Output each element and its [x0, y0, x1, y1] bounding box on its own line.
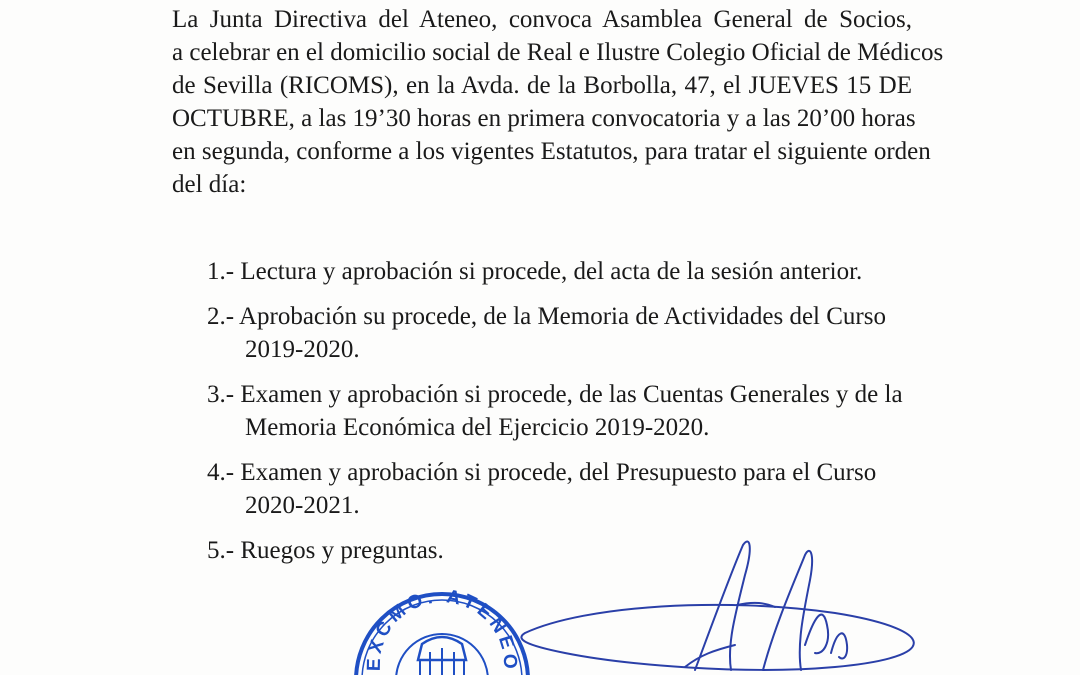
intro-paragraph — [172, 3, 944, 201]
agenda-item-5 — [207, 534, 444, 567]
intro-line: en segunda, conforme a los vigentes Estatutos, para tratar el siguiente orden — [172, 138, 931, 165]
agenda-item-text: Examen y aprobación si procede, de las Cuentas Generales y de la — [240, 381, 903, 408]
agenda-item-line — [207, 456, 876, 489]
agenda-item-2 — [207, 300, 886, 366]
agenda-item-line — [207, 255, 862, 288]
agenda-item-text: Ruegos y preguntas. — [240, 537, 444, 564]
agenda-item-continuation: 2020-2021. — [245, 492, 360, 519]
agenda-item-text: Aprobación su procede, de la Memoria de Actividades del Curso — [238, 303, 886, 330]
agenda-item-number: 2.- — [207, 303, 235, 330]
agenda-item-line — [207, 300, 886, 333]
agenda-item-4 — [207, 456, 876, 522]
agenda-item-continuation: 2019-2020. — [245, 336, 360, 363]
intro-line: de Sevilla (RICOMS), en la Avda. de la Borbolla, 47, el JUEVES 15 DE — [172, 72, 912, 99]
agenda-item-1 — [207, 255, 862, 288]
intro-line: OCTUBRE, a las 19’30 horas en primera convocatoria y a las 20’00 horas — [172, 105, 916, 132]
agenda-item-text: Lectura y aprobación si procede, del acta de la sesión anterior. — [240, 258, 863, 285]
agenda-item-line — [207, 534, 444, 567]
ateneo-seal-stamp — [350, 572, 530, 675]
signature — [505, 535, 945, 675]
agenda-item-number: 1.- — [207, 258, 235, 285]
agenda-item-text: Examen y aprobación si procede, del Presupuesto para el Curso — [240, 459, 877, 486]
intro-line: a celebrar en el domicilio social de Real e Ilustre Colegio Oficial de Médicos — [172, 39, 944, 66]
agenda-item-number: 4.- — [207, 459, 235, 486]
seal-text: EXCMO. ATENEO — [363, 586, 521, 673]
agenda-item-continuation: Memoria Económica del Ejercicio 2019-2020. — [245, 414, 710, 441]
agenda-item-number: 5.- — [207, 537, 235, 564]
agenda-item-3 — [207, 378, 903, 444]
intro-line: La Junta Directiva del Ateneo, convoca Asamblea General de Socios, — [172, 6, 912, 33]
agenda-item-line — [207, 378, 903, 411]
agenda-item-number: 3.- — [207, 381, 235, 408]
intro-line: del día: — [172, 171, 247, 198]
